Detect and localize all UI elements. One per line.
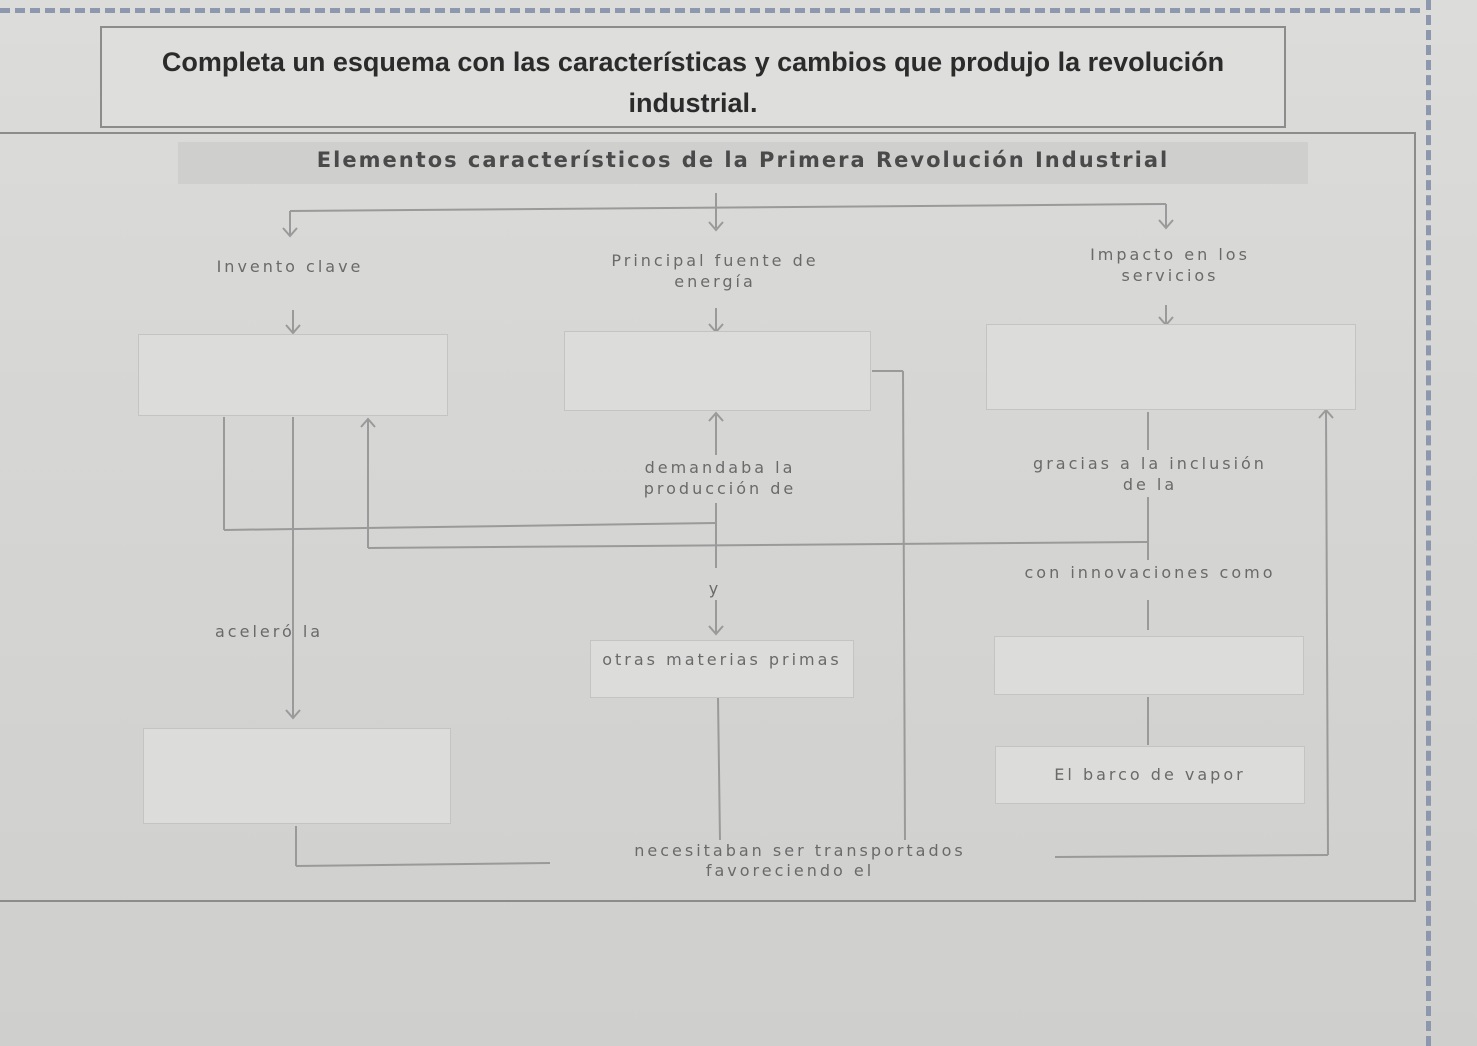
bottom-right-line [1055,855,1328,857]
diagram-header-text: Elementos característicos de la Primera Revolución Industrial [316,148,1170,172]
line-center-bottom [718,698,720,840]
box-barco-vapor [995,746,1305,804]
answer-box-innovacion[interactable] [994,636,1304,695]
loop-inner-bottom [368,542,1148,548]
label-fuente-energia: Principal fuente de energía [611,251,819,291]
text-acelero: aceleró la [215,622,324,641]
box-materias-primas [590,640,854,698]
text-y: y [708,579,722,598]
text-innovaciones: con innovaciones como [1024,563,1276,582]
text-materias-primas: otras materias primas [602,650,842,669]
bottom-left-line [296,863,550,866]
energy-bracket-right [903,371,905,840]
answer-box-impacto[interactable] [986,324,1356,410]
text-gracias: gracias a la inclusión de la [1033,454,1267,494]
loop-left-bottom [224,523,716,530]
top-connector [290,204,1166,211]
text-demandaba: demandaba la producción de [643,458,797,498]
instruction-title: Completa un esquema con las características y cambios que produjo la revolución industrial. [161,47,1225,118]
answer-box-invento[interactable] [138,334,448,416]
line-far-right [1326,410,1328,855]
label-invento-clave: Invento clave [216,257,364,276]
text-favoreciendo: favoreciendo el [705,861,875,880]
text-necesitaban: necesitaban ser transportados [634,841,966,860]
answer-box-acelero[interactable] [143,728,451,824]
text-barco-vapor: El barco de vapor [1054,765,1246,784]
answer-box-energia[interactable] [564,331,871,411]
label-impacto-servicios: Impacto en los servicios [1090,245,1250,285]
